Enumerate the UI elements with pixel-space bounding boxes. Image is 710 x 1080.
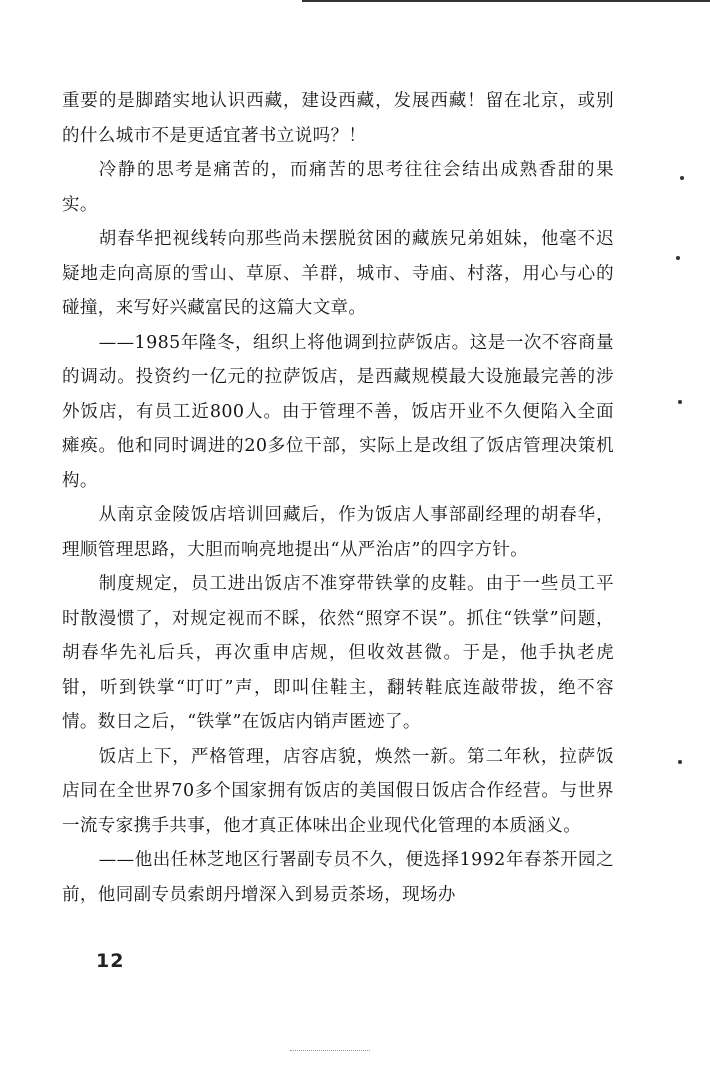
paragraph-5: 从南京金陵饭店培训回藏后，作为饭店人事部副经理的胡春华，理顺管理思路，大胆而响亮地提出“从严治店”的四字方针。 xyxy=(62,505,614,560)
paragraph-3: 胡春华把视线转向那些尚未摆脱贫困的藏族兄弟姐妹，他毫不迟疑地走向高原的雪山、草原、羊群，城市、寺庙、村落，用心与心的碰撞，来写好兴藏富民的这篇大文章。 xyxy=(62,229,614,318)
paragraph-8: ——他出任林芝地区行署副专员不久，便选择1992年春茶开园之前，他同副专员索朗丹增深入到易贡茶场，现场办 xyxy=(62,850,614,905)
paragraph-2: 冷静的思考是痛苦的，而痛苦的思考往往会结出成熟香甜的果实。 xyxy=(62,160,614,215)
bottom-scan-mark xyxy=(290,1050,370,1053)
top-border-line xyxy=(302,0,710,2)
scan-speck xyxy=(676,256,680,260)
paragraph-1: 重要的是脚踏实地认识西藏，建设西藏，发展西藏！留在北京，或别的什么城市不是更适宜著书立说吗？！ xyxy=(62,91,614,146)
paragraph-7: 饭店上下，严格管理，店容店貌，焕然一新。第二年秋，拉萨饭店同在全世界70多个国家拥有饭店的美国假日饭店合作经营。与世界一流专家携手共事，他才真正体味出企业现代化管理的本质涵义。 xyxy=(62,746,614,836)
paragraph-4: ——1985年隆冬，组织上将他调到拉萨饭店。这是一次不容商量的调动。投资约一亿元的拉萨饭店，是西藏规模最大设施最完善的涉外饭店，有员工近800人。由于管理不善，饭店开业不久便陷入全面瘫痪。他和同时调进的20多位干部，实际上是改组了饭店管理决策机构。 xyxy=(62,332,614,491)
scan-speck xyxy=(678,400,682,404)
page-body xyxy=(62,84,614,912)
scan-speck xyxy=(680,176,684,180)
scan-speck xyxy=(678,760,682,764)
paragraph-6: 制度规定，员工进出饭店不准穿带铁掌的皮鞋。由于一些员工平时散漫惯了，对规定视而不睬，依然“照穿不误”。抓住“铁掌”问题，胡春华先礼后兵，再次重申店规，但收效甚微。于是，他手执老虎钳，听到铁掌“叮叮”声，即叫住鞋主，翻转鞋底连敲带拔，绝不容情。数日之后，“铁掌”在饭店内销声匿迹了。 xyxy=(62,574,614,732)
page-number: 12 xyxy=(96,950,125,972)
